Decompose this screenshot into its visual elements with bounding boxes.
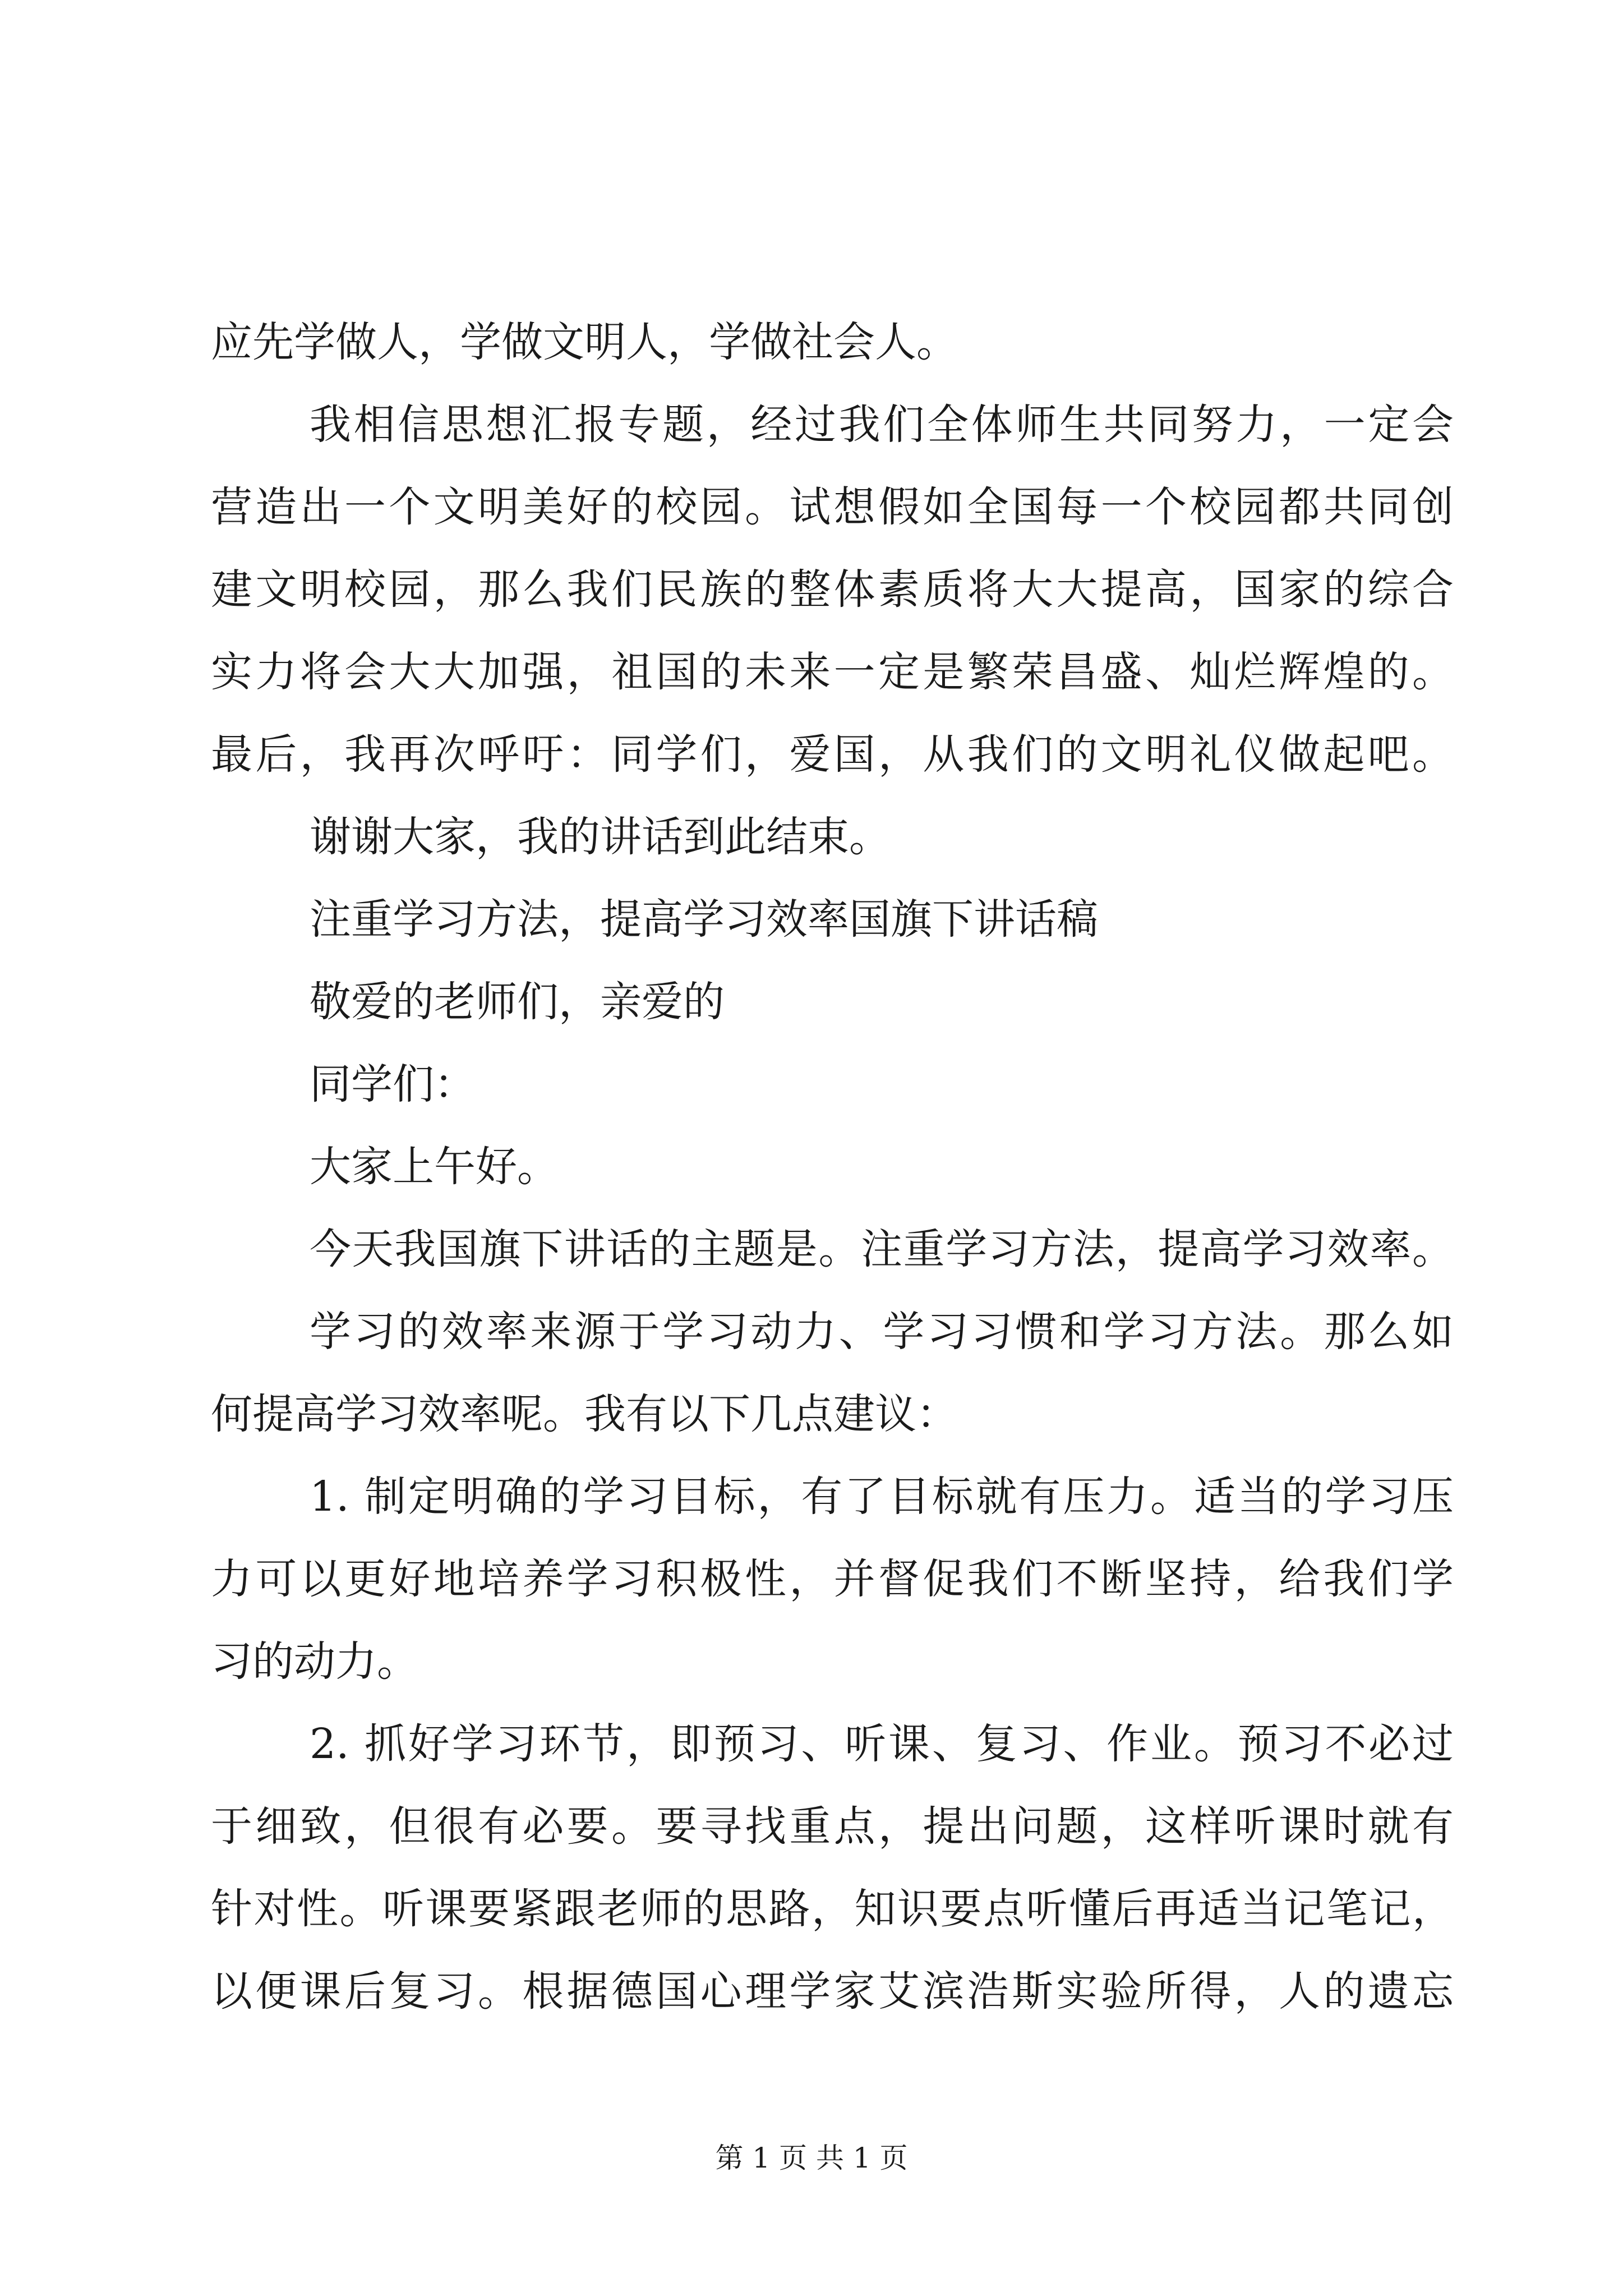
list-item-1-start: 1. 制定明确的学习目标，有了目标就有压力。适当的学习压 xyxy=(310,1473,1454,1521)
text-line: 针对性。听课要紧跟老师的思路，知识要点听懂后再适当记笔记， xyxy=(211,1885,1454,1933)
text-line: 习的动力。 xyxy=(211,1637,418,1686)
list-item-2-start: 2. 抓好学习环节，即预习、听课、复习、作业。预习不必过 xyxy=(310,1720,1454,1768)
paragraph-start-line: 谢谢大家，我的讲话到此结束。 xyxy=(310,813,891,861)
text-line: 以便课后复习。根据德国心理学家艾滨浩斯实验所得，人的遗忘 xyxy=(211,1967,1454,2016)
salutation-line: 同学们： xyxy=(310,1060,476,1108)
greeting-line: 大家上午好。 xyxy=(310,1143,559,1191)
text-line: 实力将会大大加强，祖国的未来一定是繁荣昌盛、灿烂辉煌的。 xyxy=(211,648,1454,696)
page-number-footer: 第 1 页 共 1 页 xyxy=(715,2142,908,2174)
paragraph-start-line: 学习的效率来源于学习动力、学习习惯和学习方法。那么如 xyxy=(310,1308,1454,1356)
salutation-line: 敬爱的老师们，亲爱的 xyxy=(310,978,725,1026)
text-line: 力可以更好地培养学习积极性，并督促我们不断坚持，给我们学 xyxy=(211,1555,1454,1603)
document-body xyxy=(211,301,1454,2033)
text-line: 建文明校园，那么我们民族的整体素质将大大提高，国家的综合 xyxy=(211,565,1454,614)
speech-title: 注重学习方法，提高学习效率国旗下讲话稿 xyxy=(310,895,1098,944)
text-line: 最后，我再次呼吁：同学们，爱国，从我们的文明礼仪做起吧。 xyxy=(211,730,1454,779)
paragraph-start-line: 今天我国旗下讲话的主题是。注重学习方法，提高学习效率。 xyxy=(310,1225,1454,1273)
text-line: 营造出一个文明美好的校园。试想假如全国每一个校园都共同创 xyxy=(211,483,1454,531)
paragraph-start-line: 我相信思想汇报专题，经过我们全体师生共同努力，一定会 xyxy=(310,401,1454,449)
text-line: 于细致，但很有必要。要寻找重点，提出问题，这样听课时就有 xyxy=(211,1802,1454,1851)
text-line: 何提高学习效率呢。我有以下几点建议： xyxy=(211,1390,958,1438)
text-line: 应先学做人，学做文明人，学做社会人。 xyxy=(211,318,958,366)
